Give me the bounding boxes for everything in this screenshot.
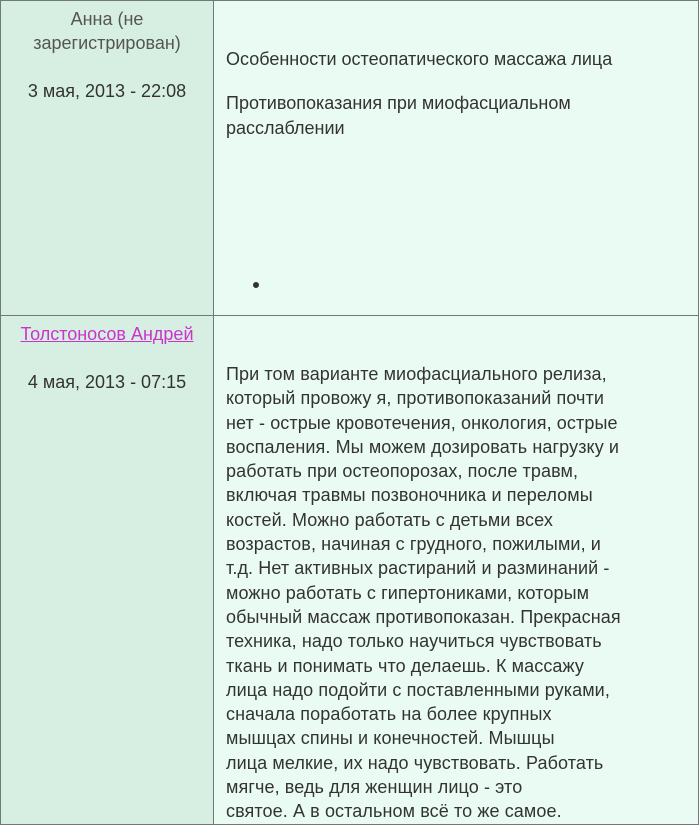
- author-block: [1, 316, 213, 394]
- comment-paragraph: Особенности остеопатического массажа лица: [226, 49, 613, 69]
- post-date: 4 мая, 2013 - 07:15: [27, 372, 187, 392]
- comment-paragraph: Противопоказания при миофасциальном расслаблении: [226, 93, 571, 138]
- post-date: 3 мая, 2013 - 22:08: [27, 81, 187, 101]
- comment-body: [214, 316, 698, 824]
- comment-author-cell: [1, 316, 214, 825]
- comment-body: [214, 1, 698, 140]
- comment-row: [1, 1, 699, 316]
- comment-row: [1, 316, 699, 825]
- comment-body-cell: [214, 316, 699, 825]
- author-block: [1, 1, 213, 103]
- bullet-list-marker: [253, 282, 259, 288]
- author-name: Анна (не зарегистрирован): [33, 9, 181, 53]
- comment-author-cell: [1, 1, 214, 316]
- comment-text: При том варианте миофасциального релиза, который провожу я, противопоказаний почти нет - острые кровотечения, онкология, острые воспаления. Мы можем дозировать нагрузку и работать при остеопорозах, после травм, включая травмы позвоночника и переломы костей. Можно работать с детьми всех возрастов, начиная с грудного, пожилыми, и т.д. Нет активных растираний и разминаний - можно работать с гипертониками, которым обычный массаж противопоказан. Прекрасная техника, надо только научиться чувствовать ткань и понимать что делаешь. К массажу лица надо подойти с поставленными руками, сначала поработать на более крупных мышцах спины и конечностей. Мышцы лица мелкие, их надо чувствовать. Работать мягче, ведь для женщин лицо - это святое. А в остальном всё то же самое.: [226, 364, 621, 822]
- comment-body-cell: [214, 1, 699, 316]
- author-profile-link[interactable]: Толстоносов Андрей: [20, 324, 194, 344]
